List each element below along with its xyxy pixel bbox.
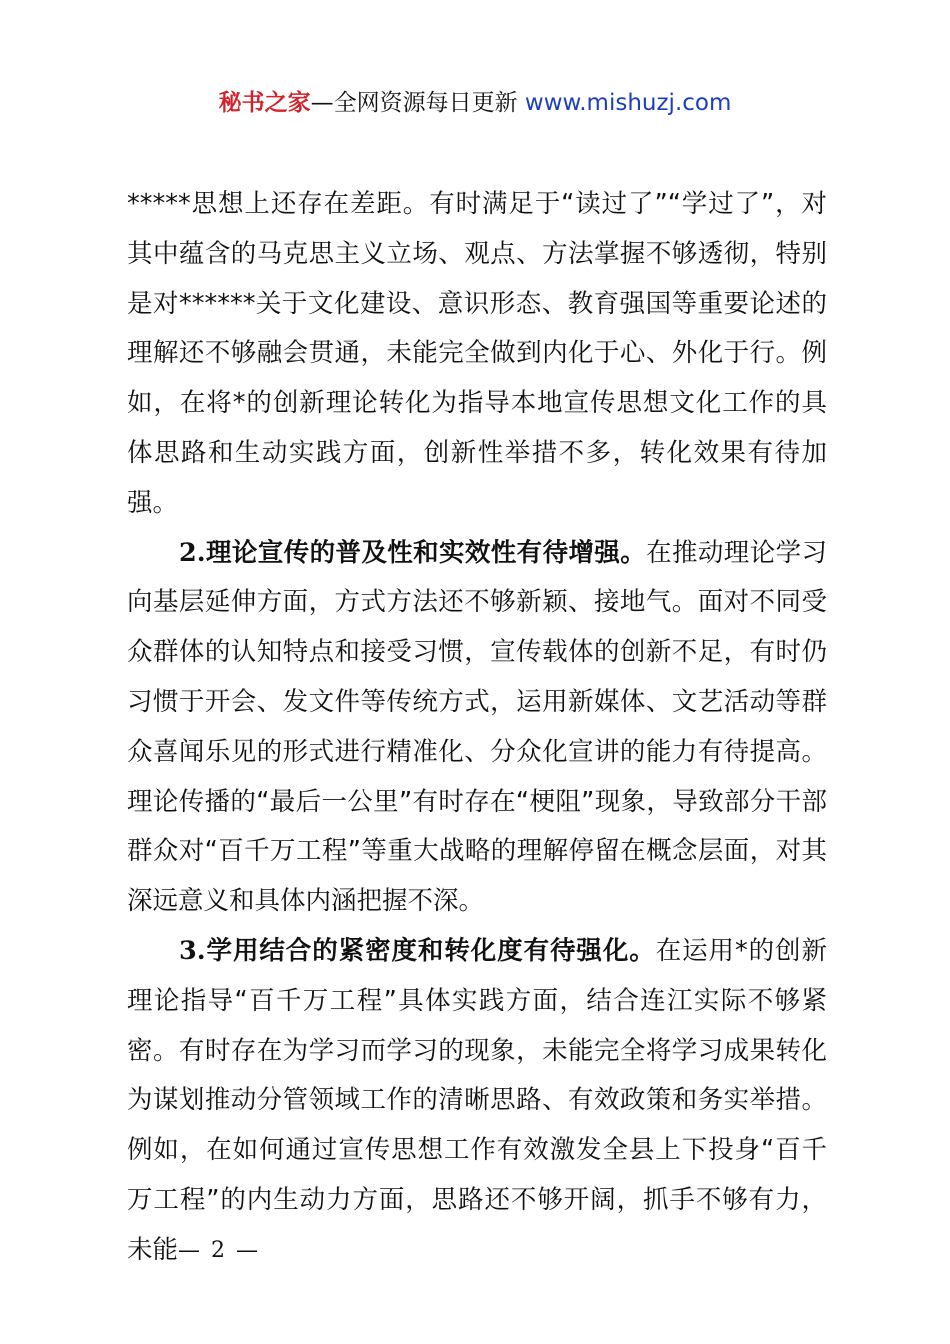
paragraph-2 [127,529,827,927]
brand-name: 秘书之家 [218,90,311,116]
section-number-2: 2. [179,537,206,568]
page-number: — 2 — [178,1238,260,1263]
paragraph-3 [127,927,827,1276]
paragraph-1: *****思想上还存在差距。有时满足于“读过了”“学过了”，对其中蕴含的马克思主义立场、观点、方法掌握不够透彻，特别是对******关于文化建设、意识形态、教育强国等重要论述的理解还不够融会贯通，未能完全做到内化于心、外化于行。例如，在将*的创新理论转化为指导本地宣传思想文化工作的具体思路和生动实践方面，创新性举措不多，转化效果有待加强。 [127,189,827,518]
section-title-3: 学用结合的紧密度和转化度有待强化。 [205,935,656,966]
section-heading-3 [179,936,656,966]
section-title-2: 理论宣传的普及性和实效性有待增强。 [205,537,647,568]
section-heading-2 [179,538,646,568]
site-url[interactable]: www.mishuzj.com [524,90,732,116]
section-number-3: 3. [179,935,206,966]
paragraph-3-text: 在运用*的创新理论指导“百千万工程”具体实践方面，结合连江实际不够紧密。有时存在为学习而学习的现象，未能完全将学习成果转化为谋划推动分管领域工作的清晰思路、有效政策和务实举措。例如，在如何通过宣传思想工作有效激发全县上下投身“百千万工程”的内生动力方面，思路还不够开阔，抓手不够有力，未能 [127,935,827,1265]
document-body [127,180,827,1276]
paragraph-2-text: 在推动理论学习向基层延伸方面，方式方法还不够新颖、接地气。面对不同受众群体的认知特点和接受习惯，宣传载体的创新不足，有时仍习惯于开会、发文件等传统方式，运用新媒体、文艺活动等群众喜闻乐见的形式进行精准化、分众化宣讲的能力有待提高。理论传播的“最后一公里”有时存在“梗阻”现象，导致部分干部群众对“百千万工程”等重大战略的理解停留在概念层面，对其深远意义和具体内涵把握不深。 [127,537,827,917]
banner-slogan: —全网资源每日更新 [310,90,525,116]
site-banner [0,86,950,120]
